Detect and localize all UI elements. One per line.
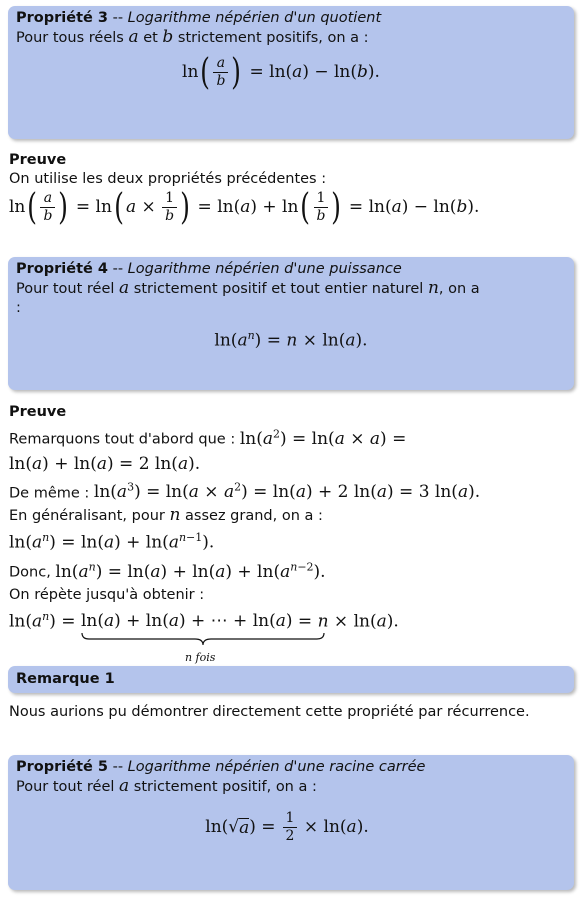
proof-2-heading: Preuve [9, 404, 67, 420]
property-4-box [8, 257, 574, 390]
property-4-statement: Pour tout réel a strictement positif et tout entier naturel n, on a [16, 278, 480, 298]
underbrace-icon [81, 632, 325, 646]
property-5-formula: ln(√ a ) = $\frac{1}{2}$ × ln( a ). [205, 810, 369, 844]
underbrace-label: n fois [184, 651, 216, 665]
property-3-title: Propriété 3 -- Logarithme népérien d'un quotient [16, 10, 382, 26]
remark-1-title: Remarque 1 [16, 671, 115, 687]
remark-1-text: Nous aurions pu démontrer directement cette propriété par récurrence. [9, 704, 530, 720]
property-3-box [8, 6, 574, 139]
remark-1-box [8, 666, 574, 693]
proof-1-formula: ln ( $\frac{a}{b}$ ) = ln ( a × $\frac{1}{b}$ ) = ln( a ) + ln ( $\frac{1}{b}$ ) = ln( a ) − ln( b ). [9, 186, 480, 228]
property-4-statement-colon: : [16, 300, 21, 316]
property-3-statement: Pour tous réels a et b strictement positifs, on a : [16, 27, 369, 47]
property-5-statement: Pour tout réel a strictement positif, on a : [16, 776, 317, 796]
proof-1 [9, 151, 569, 228]
property-4-title: Propriété 4 -- Logarithme népérien d'une puissance [16, 261, 402, 277]
property-5-box [8, 755, 574, 890]
property-5-title: Propriété 5 -- Logarithme népérien d'une racine carrée [16, 759, 426, 775]
proof-2-line-8: $\ln(a^n) = \ln(a) + \ln(a)$ + ⋯ + ln(a) n fois = n × ln(a). [9, 605, 569, 634]
proof-2-line-3: De même : $\ln(a^3) = \ln(a \times a^2) = \ln(a) + 2$ ln(a) = 3 ln(a). [9, 480, 481, 503]
property-4-formula: $\ln(a^n) = n \times \ln(a)$. [214, 329, 368, 351]
proof-2-line-5: $\ln(a^n) = \ln(a) + \ln(a^{n-1})$. [9, 531, 215, 553]
proof-2 [9, 403, 569, 665]
proof-2-line-4: En généralisant, pour n assez grand, on a : [9, 505, 323, 526]
proof-2-line-2: ln(a) + ln(a) = 2 ln(a). [9, 453, 201, 474]
proof-2-line-7: On répète jusqu'à obtenir : [9, 586, 205, 603]
underbrace-group: ln(a) + ln(a) + ⋯ + ln(a) n fois [81, 609, 293, 633]
proof-1-text: On utilise les deux propriétés précédentes : [9, 171, 327, 187]
property-3-formula: ln ( $\frac{a}{b}$ ) = ln( a ) − ln( b ). [182, 51, 380, 93]
proof-2-line-1: Remarquons tout d'abord que : $\ln(a^2) = \ln(a \times a)$ = [9, 427, 407, 449]
proof-2-line-6: Donc, $\ln(a^n) = \ln(a) + \ln(a) + \ln(a^{n-2})$. [9, 559, 326, 582]
proof-1-heading: Preuve [9, 152, 67, 168]
